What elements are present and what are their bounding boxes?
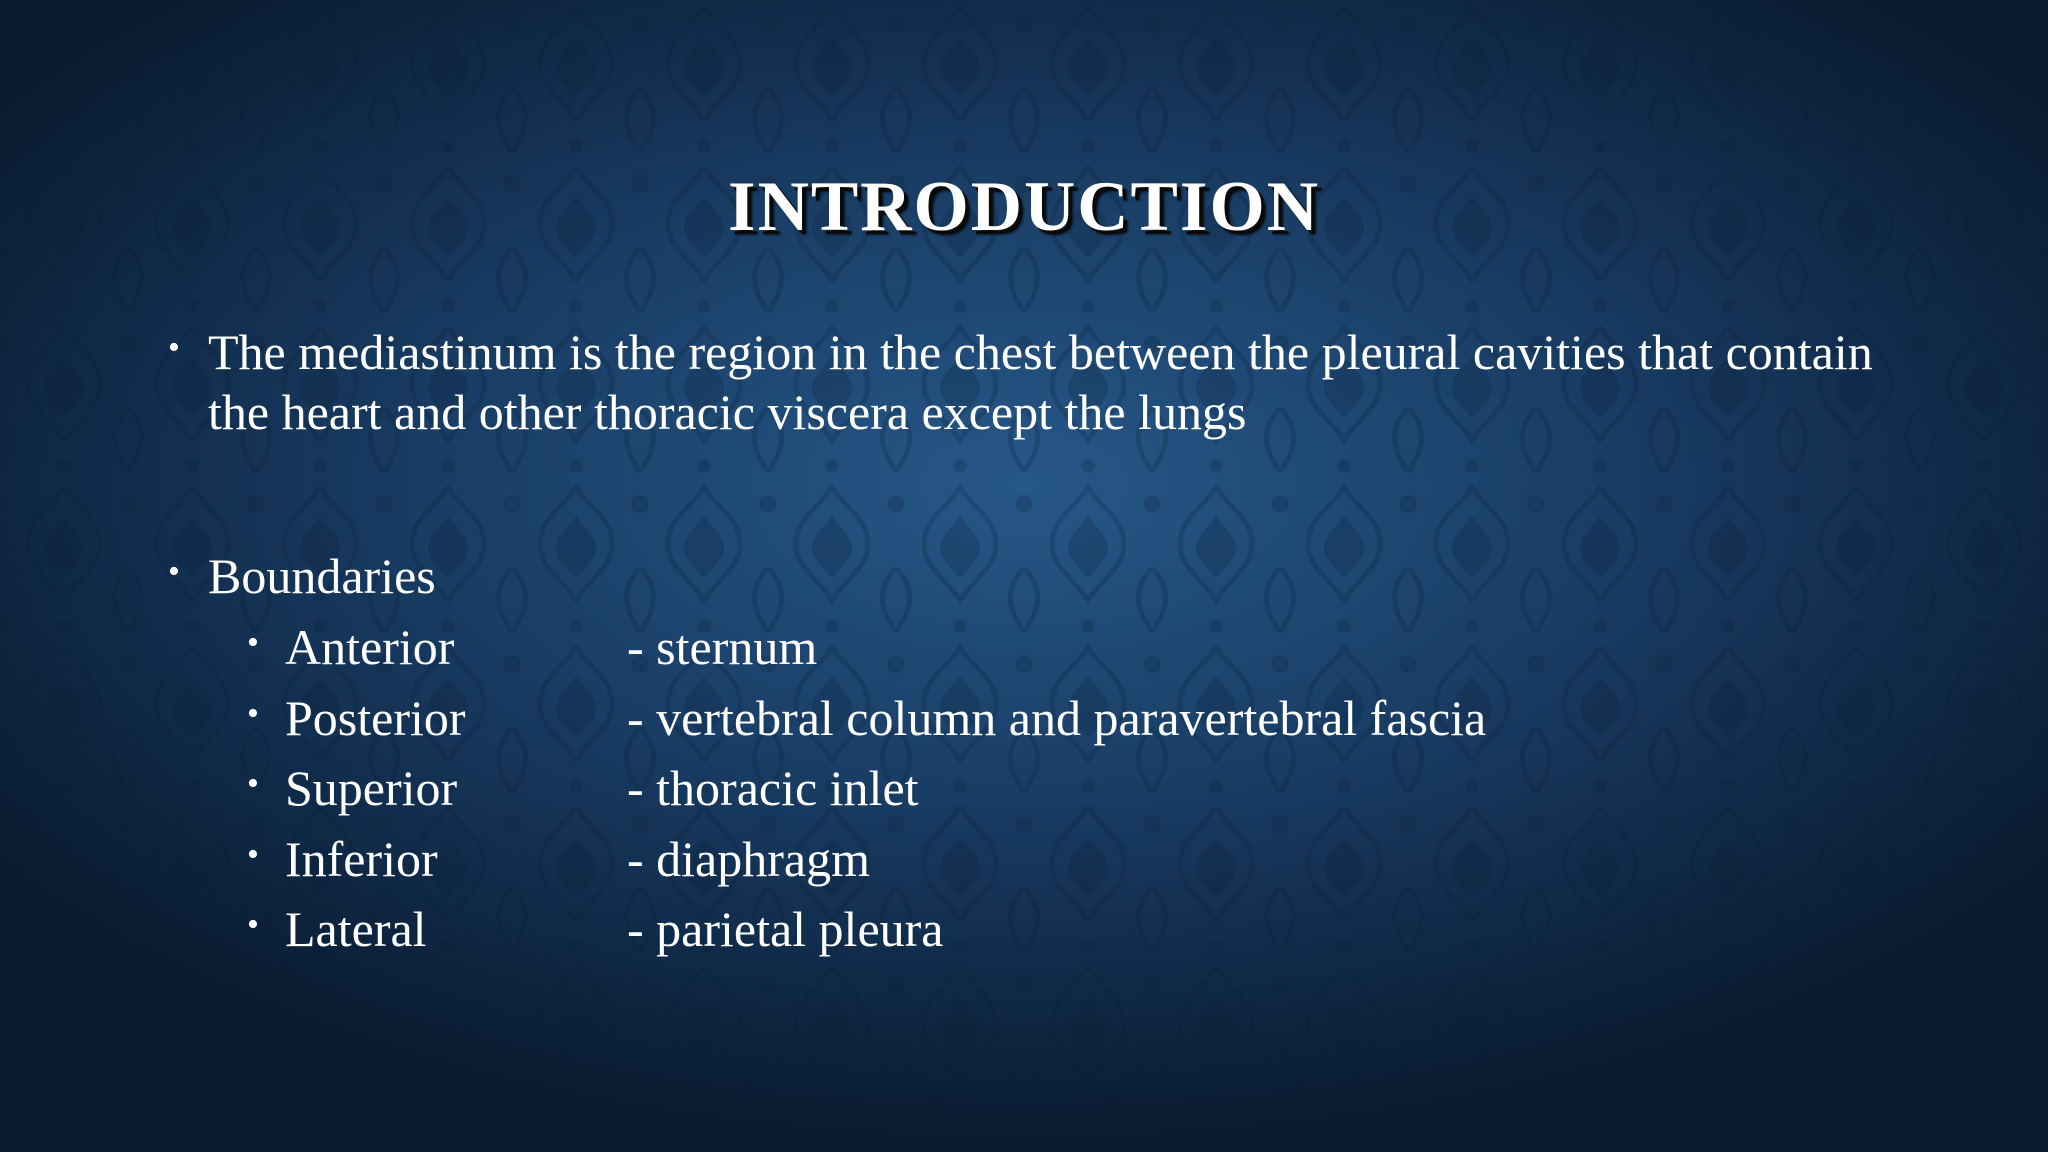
boundary-label: Superior [285,760,458,816]
boundary-label: Lateral [285,901,427,957]
bullet-icon: • [247,695,259,732]
bullet-icon: • [247,765,259,802]
boundary-value: - vertebral column and paravertebral fascia [627,690,1487,746]
slide-title: INTRODUCTION [727,168,1321,246]
boundary-label: Posterior [285,690,466,746]
boundary-label: Inferior [285,831,438,887]
bullet-icon: • [247,836,259,873]
boundary-label: Anterior [285,619,455,675]
boundary-value: - sternum [627,619,818,675]
boundary-item-lateral [247,899,1685,959]
bullet-icon: • [168,329,180,366]
boundary-item-superior [247,758,1685,818]
boundary-value: - thoracic inlet [627,760,919,816]
boundary-value: - parietal pleura [627,901,944,957]
bullet-text: Boundaries [208,548,436,604]
bullet-boundaries [168,546,1928,606]
bullet-text: The mediastinum is the region in the chest between the pleural cavities that contain the heart and other thoracic viscera except the lungs [208,324,1873,440]
boundary-item-posterior [247,688,1685,748]
bullet-icon: • [168,553,180,590]
boundary-value: - diaphragm [627,831,870,887]
bullet-icon: • [247,906,259,943]
boundary-item-anterior [247,617,1685,677]
bullet-definition [168,322,1928,442]
boundary-item-inferior [247,829,1685,889]
bullet-icon: • [247,624,259,661]
